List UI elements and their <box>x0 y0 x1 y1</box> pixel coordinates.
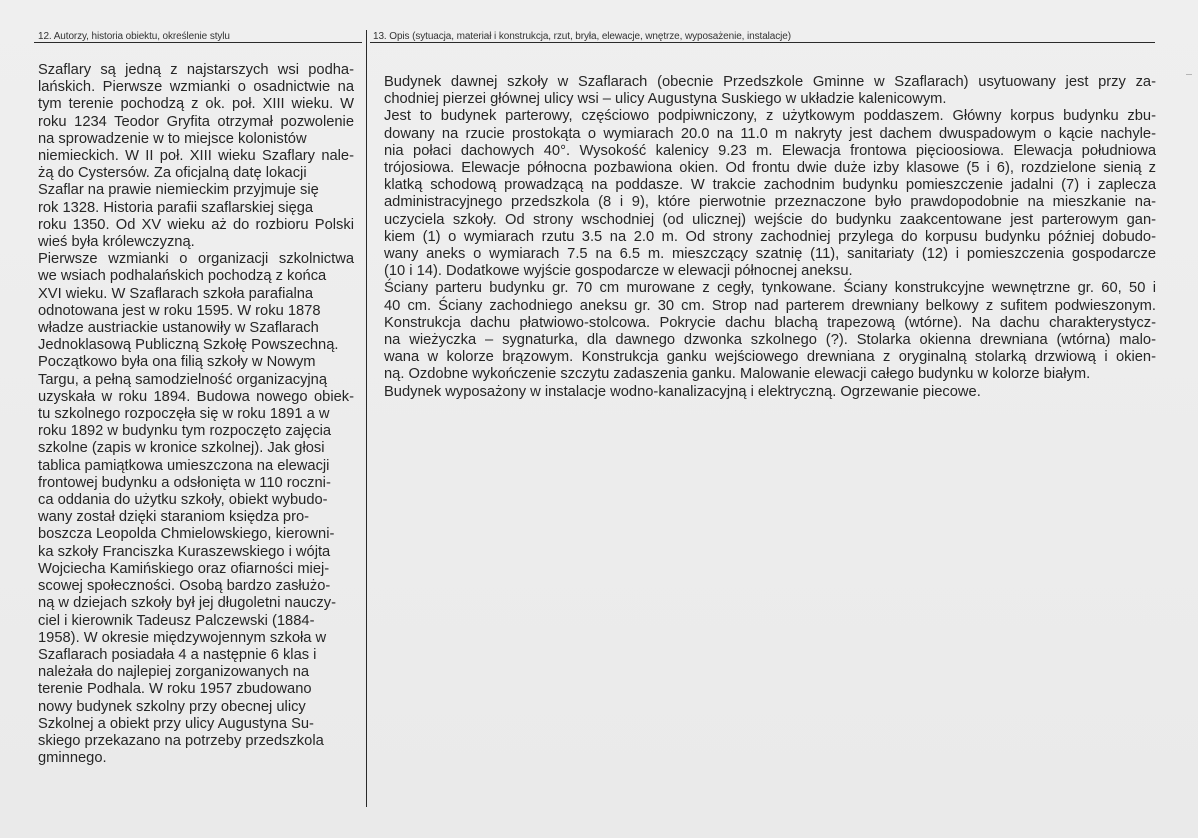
history-line: Wojciecha Kamińskiego oraz ofiarności miej- <box>38 560 330 577</box>
history-line: 1958). W okresie międzywojennym szkoła w <box>38 629 327 646</box>
history-line: Pierwsze wzmianki o organizacji szkolnictwa <box>38 251 354 268</box>
history-line: tablica pamiątkowa umieszczona na elewacji <box>38 457 330 474</box>
history-line: ciel i kierownik Tadeusz Palczewski (1884- <box>38 612 315 629</box>
history-line: roku 1234 Teodor Gryfita otrzymał pozwolenie <box>38 113 354 130</box>
history-line: we wsiach podhalańskich pochodzą z końca <box>38 268 327 285</box>
history-line: uzyskała w roku 1894. Budowa nowego obiek- <box>38 388 354 405</box>
history-line: Szkolnej a obiekt przy ulicy Augustyna Su- <box>38 715 314 732</box>
history-line: władze austriackie ustanowiły w Szaflarach <box>38 320 319 337</box>
history-line: XVI wieku. W Szaflarach szkoła parafialna <box>38 285 314 302</box>
history-line: lańskich. Pierwsze wzmianki o osadnictwie na <box>38 79 354 96</box>
description-line: klatką schodową prowadzącą na poddasze. W trakcie zachodnim budynku pomieszczenie jadalni (7) i zaplecza <box>384 177 1156 194</box>
history-line: ca oddania do użytku szkoły, obiekt wybudo- <box>38 492 328 509</box>
history-line: frontowej budynku a odsłonięta w 110 roczni- <box>38 474 331 491</box>
history-line: Początkowo była ona filią szkoły w Nowym <box>38 354 316 371</box>
description-line: nia połaci dachowych 40°. Wysokość kalenicy 9.23 m. Elewacja frontowa pięcioosiowa. Elewacja południowa <box>384 142 1156 159</box>
description-line: ną. Ozdobne wykończenie szczytu zadaszenia ganku. Malowanie elewacji całego budynku w kolorze białym. <box>384 366 1091 383</box>
description-line: wana w kolorze brązowym. Konstrukcja ganku wejściowego drewniana z oryginalną stolarką drzwiową i okien- <box>384 349 1156 366</box>
margin-mark <box>1186 74 1192 75</box>
section-12-title: 12. Autorzy, historia obiektu, określenie stylu <box>38 31 230 42</box>
description-text-column <box>384 74 1156 401</box>
history-line: Jednoklasową Publiczną Szkołę Powszechną. <box>38 337 339 354</box>
history-line: Szaflarach posiadała 4 a następnie 6 klas i <box>38 646 317 663</box>
history-line: szkolne (zapis w kronice szkolnej). Jak głosi <box>38 440 325 457</box>
history-line: Targu, a pełną samodzielność organizacyjną <box>38 371 328 388</box>
description-line: wany aneks o wymiarach 7.5 na 6.5 m. mieszczący szatnię (11), sanitariaty (12) i pomieszczenia gospodarcze <box>384 246 1156 263</box>
history-line: ną w dziejach szkoły był jej długoletni nauczy- <box>38 595 336 612</box>
history-line: wany został dzięki staraniom księdza pro- <box>38 509 310 526</box>
section-12-title-rule <box>34 42 362 43</box>
history-line: Szaflar na prawie niemieckim przyjmuje się <box>38 182 319 199</box>
history-line: rok 1328. Historia parafii szaflarskiej sięga <box>38 199 314 216</box>
history-line: należała do najlepiej zorganizowanych na <box>38 664 310 681</box>
description-line: uczyciela szkoły. Od strony wschodniej (od ulicznej) wejście do budynku zaakcentowane jest parterowym gan- <box>384 211 1156 228</box>
history-line: roku 1350. Od XV wieku aż do rozbioru Polski <box>38 216 354 233</box>
history-line: tu szkolnego rozpoczęła się w roku 1891 a w <box>38 406 330 423</box>
history-line: nowy budynek szkolny przy obecnej ulicy <box>38 698 306 715</box>
description-line: (10 i 14). Dodatkowe wyjście gospodarcze w elewacji północnej aneksu. <box>384 263 853 280</box>
section-13-title-rule <box>370 42 1155 43</box>
history-line: boszcza Leopolda Chmielowskiego, kierowni- <box>38 526 335 543</box>
description-line: Ściany parteru budynku gr. 70 cm murowane z cegły, tynkowane. Ściany konstrukcyjne wewnętrzne gr. 60, 50 i <box>384 280 1156 297</box>
history-line: gminnego. <box>38 750 107 767</box>
history-line: scowej społeczności. Osobą bardzo zasłużo- <box>38 578 331 595</box>
history-text-column <box>38 62 354 767</box>
history-line: odnotowana jest w roku 1595. W roku 1878 <box>38 302 321 319</box>
history-line: tym terenie pochodzą z ok. poł. XIII wieku. W <box>38 96 354 113</box>
history-line: ka szkoły Franciszka Kuraszewskiego i wójta <box>38 543 331 560</box>
description-line: Budynek dawnej szkoły w Szaflarach (obecnie Przedszkole Gminne w Szaflarach) usytuowany jest przy za- <box>384 74 1156 90</box>
description-line: dowany na rzucie prostokąta o wymiarach 20.0 na 11.0 m nakryty jest dachem dwuspadowym o kącie nachyle- <box>384 125 1156 142</box>
description-line: 40 cm. Ściany zachodniego aneksu gr. 30 cm. Strop nad parterem drewniany belkowy z sufitem podwieszonym. <box>384 297 1156 314</box>
history-line: roku 1892 w budynku tym rozpoczęto zajęcia <box>38 423 332 440</box>
description-line: kiem (1) o wymiarach rzutu 3.5 na 2.0 m. Od strony zachodniej przylega do korpusu budynku później dobudo- <box>384 228 1156 245</box>
history-line: terenie Podhala. W roku 1957 zbudowano <box>38 681 312 698</box>
history-line: wieś była królewczyzną. <box>38 234 195 251</box>
history-line: niemieckich. W II poł. XIII wieku Szaflary nale- <box>38 148 354 165</box>
column-divider <box>366 30 367 807</box>
history-line: na sprowadzenie w to miejsce kolonistów <box>38 130 307 147</box>
history-line: skiego przekazano na potrzeby przedszkola <box>38 732 324 749</box>
description-line: Konstrukcja dachu płatwiowo-stolcowa. Pokrycie dachu blachą trapezową (wtórne). Na dachu charakterystycz- <box>384 314 1156 331</box>
description-line: na wieżyczka – sygnaturka, dla dawnego dzwonka szkolnego (?). Stolarka okienna drewniana (wtórna) malo- <box>384 332 1156 349</box>
description-line: Jest to budynek parterowy, częściowo podpiwniczony, z użytkowym poddaszem. Główny korpus budynku zbu- <box>384 108 1156 125</box>
description-line: Budynek wyposażony w instalacje wodno-kanalizacyjną i elektryczną. Ogrzewanie piecowe. <box>384 383 981 400</box>
description-line: trójosiowa. Elewacje północna pozbawiona okien. Od frontu dwie duże izby klasowe (5 i 6), rozdzielone sienią z <box>384 160 1156 177</box>
history-line: żą do Cystersów. Za oficjalną datę lokacji <box>38 165 307 182</box>
description-line: administracyjnego przedszkola (8 i 9), które pierwotnie przeznaczone było prawdopodobnie na mieszkanie na- <box>384 194 1156 211</box>
history-line: Szaflary są jedną z najstarszych wsi podha- <box>38 62 354 78</box>
section-13-title: 13. Opis (sytuacja, materiał i konstrukcja, rzut, bryła, elewacje, wnętrze, wyposażenie, instalacje) <box>373 31 791 42</box>
description-line: chodniej pierzei głównej ulicy wsi – ulicy Augustyna Suskiego w układzie kalenicowym. <box>384 91 947 108</box>
